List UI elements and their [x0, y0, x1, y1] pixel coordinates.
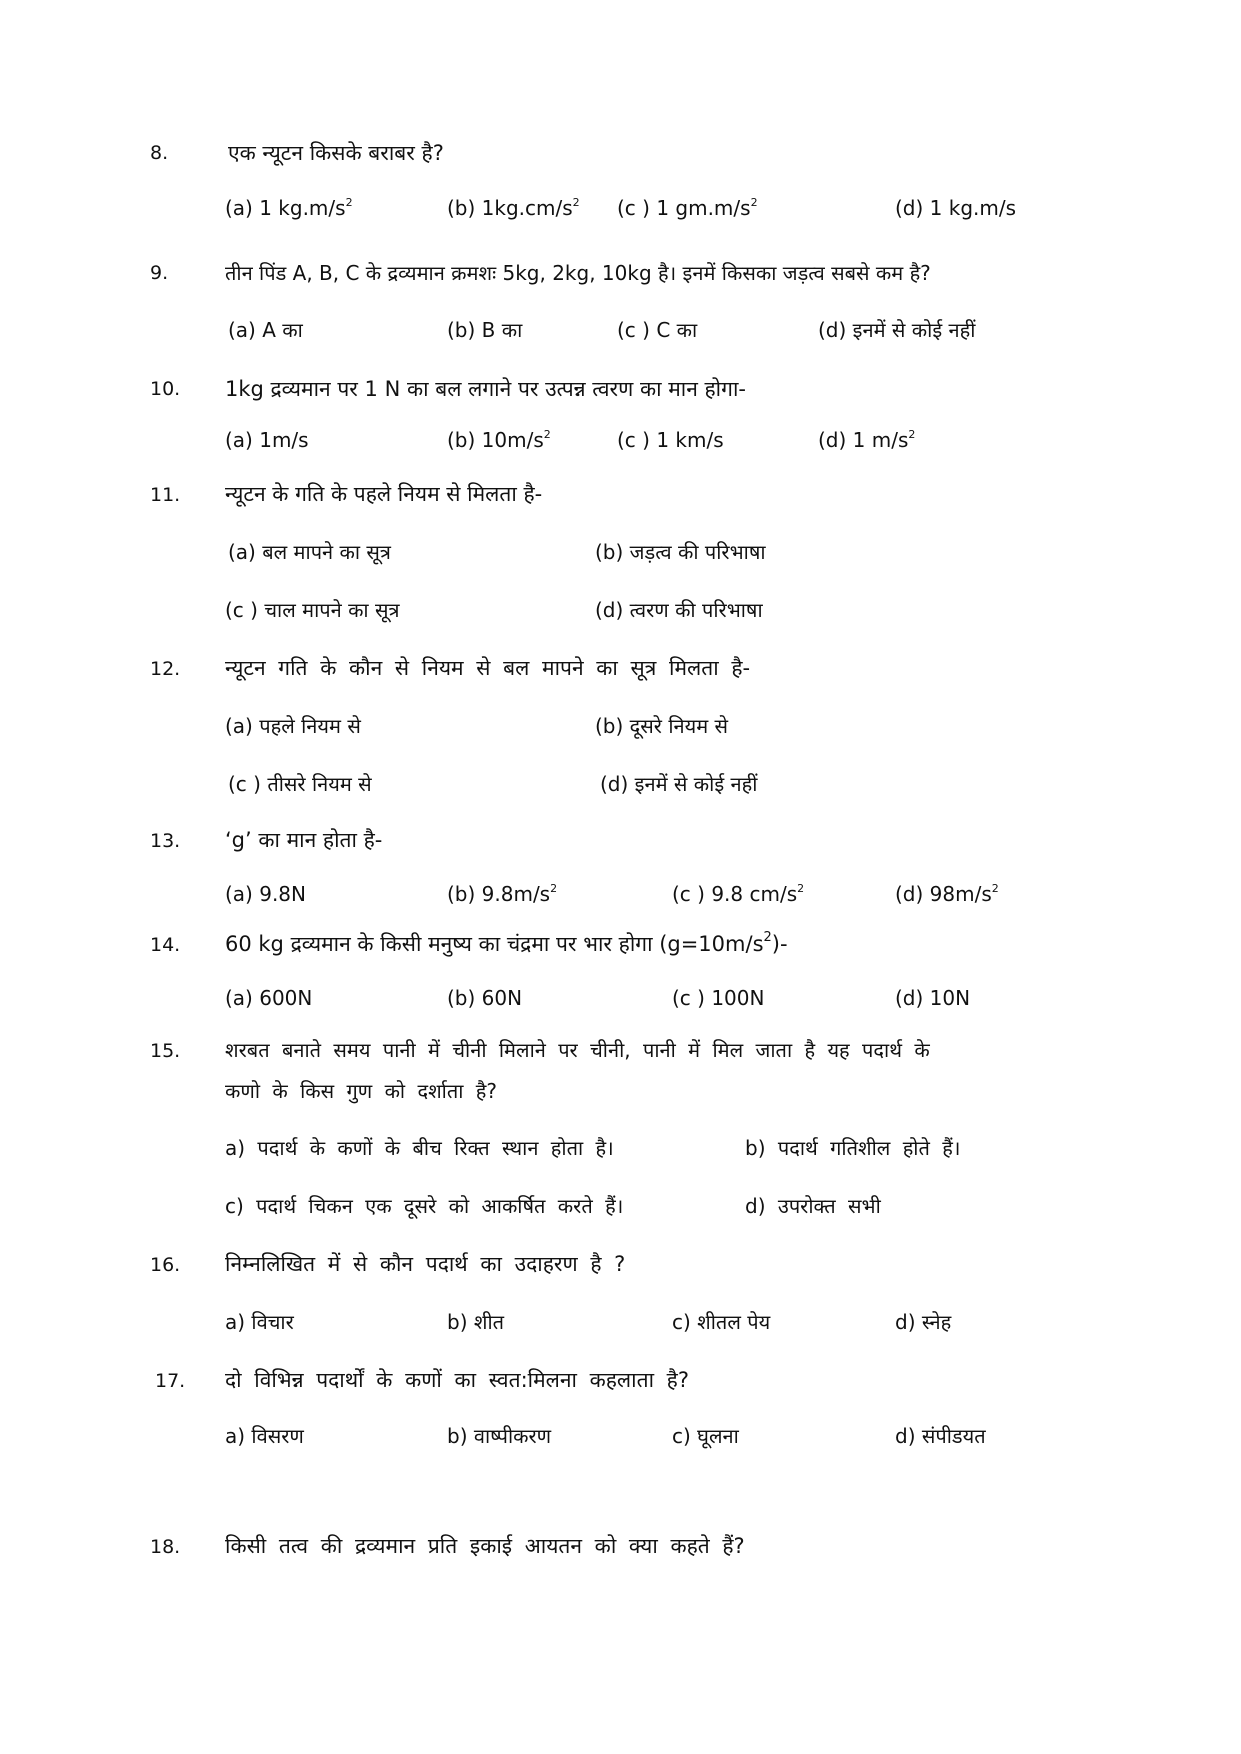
- question-text: एक न्यूटन किसके बराबर है?: [228, 141, 444, 165]
- question-text: न्यूटन गति के कौन से नियम से बल मापने का सूत्र मिलता है-: [225, 656, 751, 680]
- option-d: (d) इनमें से कोई नहीं: [600, 772, 758, 796]
- option-b: b) पदार्थ गतिशील होते हैं।: [745, 1136, 961, 1160]
- question-number: 14.: [150, 934, 181, 956]
- question-text: न्यूटन के गति के पहले नियम से मिलता है-: [225, 482, 543, 506]
- question-number: 12.: [150, 658, 181, 680]
- option-c: (c ) चाल मापने का सूत्र: [225, 598, 400, 622]
- option-a: a) पदार्थ के कणों के बीच रिक्त स्थान होता है।: [225, 1136, 614, 1160]
- option-a: a) विसरण: [225, 1424, 304, 1448]
- option-d: (d) 1 kg.m/s: [895, 196, 1017, 220]
- option-b: (b) जड़त्व की परिभाषा: [595, 540, 766, 564]
- option-d: (d) 1 $m/s^2$: [818, 428, 916, 452]
- question-text-line2: कणो के किस गुण को दर्शाता है?: [225, 1079, 498, 1103]
- option-b: (b) 60N: [447, 986, 523, 1010]
- question-number: 10.: [150, 378, 181, 400]
- option-c: (c ) 1 km/s: [617, 428, 724, 452]
- option-a: a) विचार: [225, 1310, 294, 1334]
- option-c: (c ) तीसरे नियम से: [228, 772, 372, 796]
- option-b: (b) B का: [447, 318, 523, 342]
- option-a: (a) 1m/s: [225, 428, 309, 452]
- option-c: (c ) 1 $gm.m/s^2$: [617, 196, 758, 220]
- question-number: 16.: [150, 1254, 181, 1276]
- option-d: d) उपरोक्त सभी: [745, 1194, 881, 1218]
- option-b: (b) $1kg.cm/s^2$: [447, 196, 580, 220]
- option-a: (a) बल मापने का सूत्र: [228, 540, 391, 564]
- question-text: 60 kg द्रव्यमान के किसी मनुष्य का चंद्रमा पर भार होगा $(g=10m/s^2)-$: [225, 930, 788, 956]
- question-text: निम्नलिखित में से कौन पदार्थ का उदाहरण है ?: [225, 1252, 626, 1276]
- option-d: d) संपीडयत: [895, 1424, 986, 1448]
- question-text: दो विभिन्न पदार्थों के कणों का स्वत:मिलना कहलाता है?: [225, 1368, 689, 1392]
- question-number: 15.: [150, 1040, 181, 1062]
- option-d: (d) $98m/s^2$: [895, 882, 999, 906]
- question-text: 1kg द्रव्यमान पर 1 N का बल लगाने पर उत्पन्न त्वरण का मान होगा-: [225, 377, 746, 401]
- question-number: 9.: [150, 262, 169, 284]
- question-number: 11.: [150, 484, 181, 506]
- option-a: (a) 600N: [225, 986, 313, 1010]
- option-b: (b) $9.8m/s^2$: [447, 882, 558, 906]
- question-number: 13.: [150, 830, 181, 852]
- option-a: (a) 1 $kg.m/s^2$: [225, 196, 353, 220]
- question-text: किसी तत्व की द्रव्यमान प्रति इकाई आयतन को क्या कहते हैं?: [225, 1534, 745, 1558]
- option-a: (a) A का: [228, 318, 303, 342]
- option-d: (d) त्वरण की परिभाषा: [595, 598, 763, 622]
- question-number: 8.: [150, 142, 169, 164]
- option-c: (c ) C का: [617, 318, 698, 342]
- option-c: (c ) 9.8 $cm/s^2$: [672, 882, 805, 906]
- option-a: (a) पहले नियम से: [225, 714, 361, 738]
- option-c: c) घूलना: [672, 1424, 739, 1448]
- option-b: b) वाष्पीकरण: [447, 1424, 552, 1448]
- question-number: 18.: [150, 1536, 181, 1558]
- question-text: शरबत बनाते समय पानी में चीनी मिलाने पर चीनी, पानी में मिल जाता है यह पदार्थ के: [225, 1038, 930, 1062]
- option-d: (d) इनमें से कोई नहीं: [818, 318, 976, 342]
- option-a: (a) 9.8N: [225, 882, 306, 906]
- option-c: (c ) 100N: [672, 986, 765, 1010]
- question-text: ‘g’ का मान होता है-: [225, 828, 383, 852]
- question-number: 17.: [155, 1370, 186, 1392]
- option-b: b) शीत: [447, 1310, 505, 1334]
- option-c: c) शीतल पेय: [672, 1310, 771, 1334]
- option-d: (d) 10N: [895, 986, 971, 1010]
- option-b: (b) $10m/s^2$: [447, 428, 551, 452]
- option-d: d) स्नेह: [895, 1310, 952, 1334]
- question-text: तीन पिंड A, B, C के द्रव्यमान क्रमशः 5kg, 2kg, 10kg है। इनमें किसका जड़त्व सबसे कम है?: [225, 261, 931, 285]
- option-c: c) पदार्थ चिकन एक दूसरे को आकर्षित करते हैं।: [225, 1194, 624, 1218]
- option-b: (b) दूसरे नियम से: [595, 714, 729, 738]
